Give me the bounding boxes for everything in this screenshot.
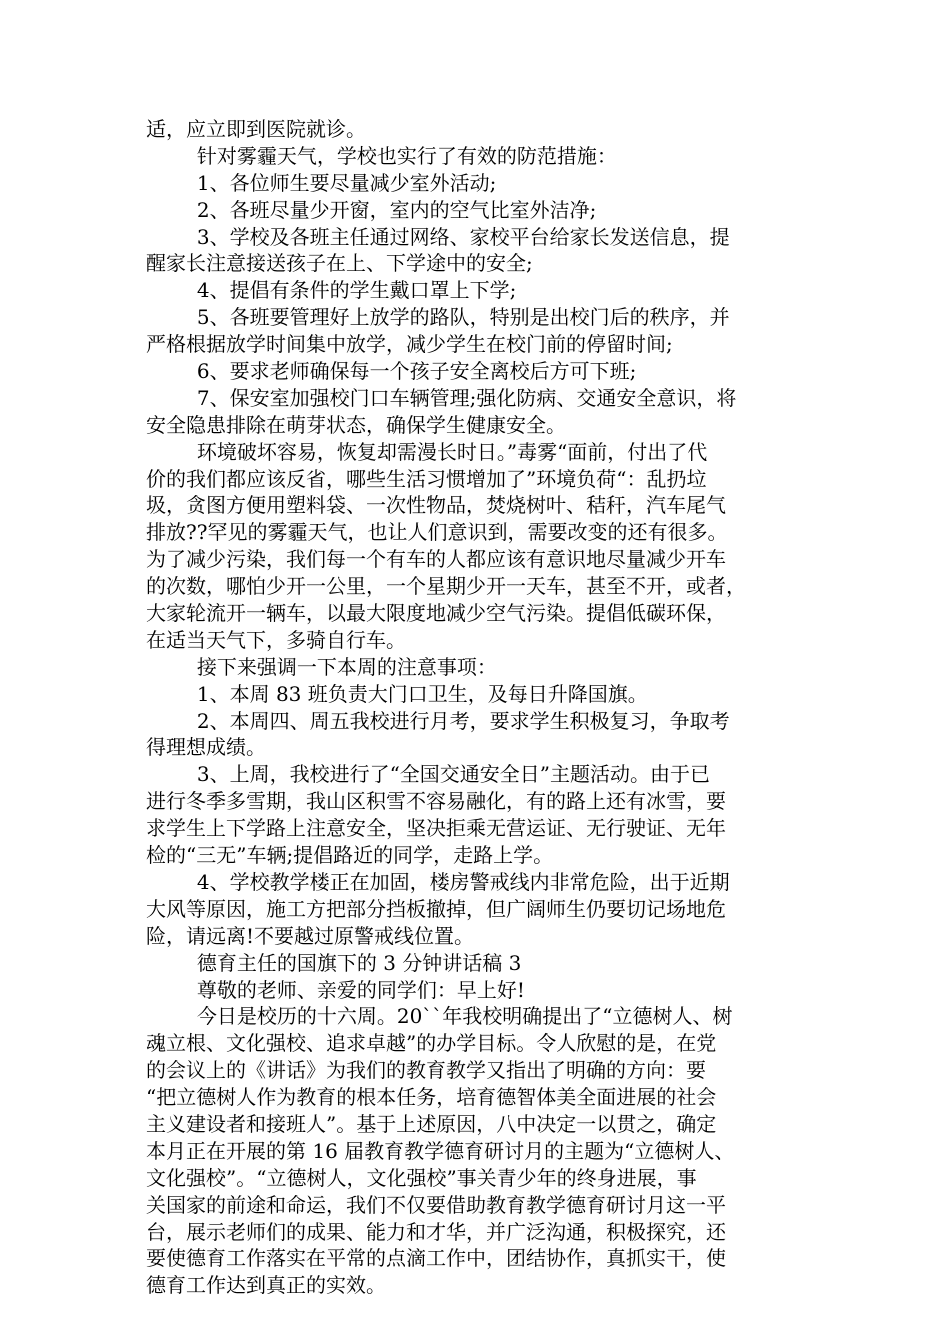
text-line: 1、各位师生要尽量减少室外活动; [146, 170, 497, 195]
text-line: 6、要求老师确保每一个孩子安全离校后方可下班; [146, 359, 637, 384]
text-line: 2、各班尽量少开窗，室内的空气比室外洁净; [146, 197, 597, 222]
text-line: 接下来强调一下本周的注意事项： [146, 654, 497, 679]
text-line: 文化强校”。“立德树人，文化强校”事关青少年的终身进展，事 [146, 1165, 697, 1190]
text-line: 为了减少污染，我们每一个有车的人都应该有意识地尽量减少开车 [146, 547, 726, 572]
text-line: 台，展示老师们的成果、能力和才华，并广泛沟通，积极探究，还 [146, 1219, 726, 1244]
text-line: 1、本周 83 班负责大门口卫生，及每日升降国旗。 [146, 681, 648, 706]
text-line: 尊敬的老师、亲爱的同学们：早上好! [146, 977, 525, 1002]
text-line: 关国家的前途和命运，我们不仅要借助教育教学德育研讨月这一平 [146, 1192, 726, 1217]
text-line: 3、上周，我校进行了“全国交通安全日”主题活动。由于已 [146, 762, 711, 787]
text-line: 4、学校教学楼正在加固，楼房警戒线内非常危险，出于近期 [146, 869, 730, 894]
text-line: 本月正在开展的第 16 届教育教学德育研讨月的主题为“立德树人、 [146, 1138, 735, 1163]
text-line: 的会议上的《讲话》为我们的教育教学又指出了明确的方向：要 [146, 1058, 706, 1083]
text-line: 求学生上下学路上注意安全，坚决拒乘无营运证、无行驶证、无年 [146, 816, 726, 841]
text-line: 5、各班要管理好上放学的路队，特别是出校门后的秩序，并 [146, 305, 730, 330]
text-line: 德育主任的国旗下的 3 分钟讲话稿 3 [146, 950, 522, 975]
text-line: 适，应立即到医院就诊。 [146, 117, 366, 141]
text-line: 环境破坏容易，恢复却需漫长时日。”毒雾“面前，付出了代 [146, 439, 708, 464]
text-line: 3、学校及各班主任通过网络、家校平台给家长发送信息，提 [146, 224, 730, 249]
text-line: 大风等原因，施工方把部分挡板撤掉，但广阔师生仍要切记场地危 [146, 896, 726, 921]
text-line: 德育工作达到真正的实效。 [146, 1273, 386, 1298]
text-line: 圾，贪图方便用塑料袋、一次性物品，焚烧树叶、秸秆，汽车尾气 [146, 493, 726, 518]
text-line: 要使德育工作落实在平常的点滴工作中，团结协作，真抓实干，使 [146, 1246, 726, 1271]
document-body [146, 116, 826, 1299]
text-line: 2、本周四、周五我校进行月考，要求学生积极复习，争取考 [146, 708, 730, 733]
text-line: 醒家长注意接送孩子在上、下学途中的安全; [146, 251, 533, 276]
text-line: 价的我们都应该反省，哪些生活习惯增加了”环境负荷“：乱扔垃 [146, 466, 707, 491]
text-line: 的次数，哪怕少开一公里，一个星期少开一天车，甚至不开，或者， [146, 574, 746, 599]
text-line: 检的“三无”车辆;提倡路近的同学，走路上学。 [146, 843, 554, 868]
text-line: 大家轮流开一辆车，以最大限度地减少空气污染。提倡低碳环保， [146, 601, 726, 626]
text-line: 7、保安室加强校门口车辆管理;强化防病、交通安全意识，将 [146, 385, 737, 410]
text-line: 主义建设者和接班人”。基于上述原因，八中决定一以贯之，确定 [146, 1111, 717, 1136]
text-line: 得理想成绩。 [146, 735, 266, 760]
text-line: “把立德树人作为教育的根本任务，培育德智体美全面进展的社会 [146, 1085, 717, 1110]
text-line: 严格根据放学时间集中放学，减少学生在校门前的停留时间; [146, 332, 673, 357]
text-line: 今日是校历的十六周。20``年我校明确提出了“立德树人、树 [146, 1004, 733, 1029]
text-line: 险，请远离!不要越过原警戒线位置。 [146, 923, 475, 948]
text-line: 安全隐患排除在萌芽状态，确保学生健康安全。 [146, 412, 566, 437]
text-line: 在适当天气下，多骑自行车。 [146, 627, 406, 652]
text-line: 4、提倡有条件的学生戴口罩上下学; [146, 278, 517, 303]
text-line: 魂立根、文化强校、追求卓越”的办学目标。令人欣慰的是，在党 [146, 1031, 717, 1056]
text-line: 排放??罕见的雾霾天气，也让人们意识到，需要改变的还有很多。 [146, 520, 728, 545]
text-line: 针对雾霾天气，学校也实行了有效的防范措施： [146, 143, 617, 168]
text-line: 进行冬季多雪期，我山区积雪不容易融化，有的路上还有冰雪，要 [146, 789, 726, 814]
